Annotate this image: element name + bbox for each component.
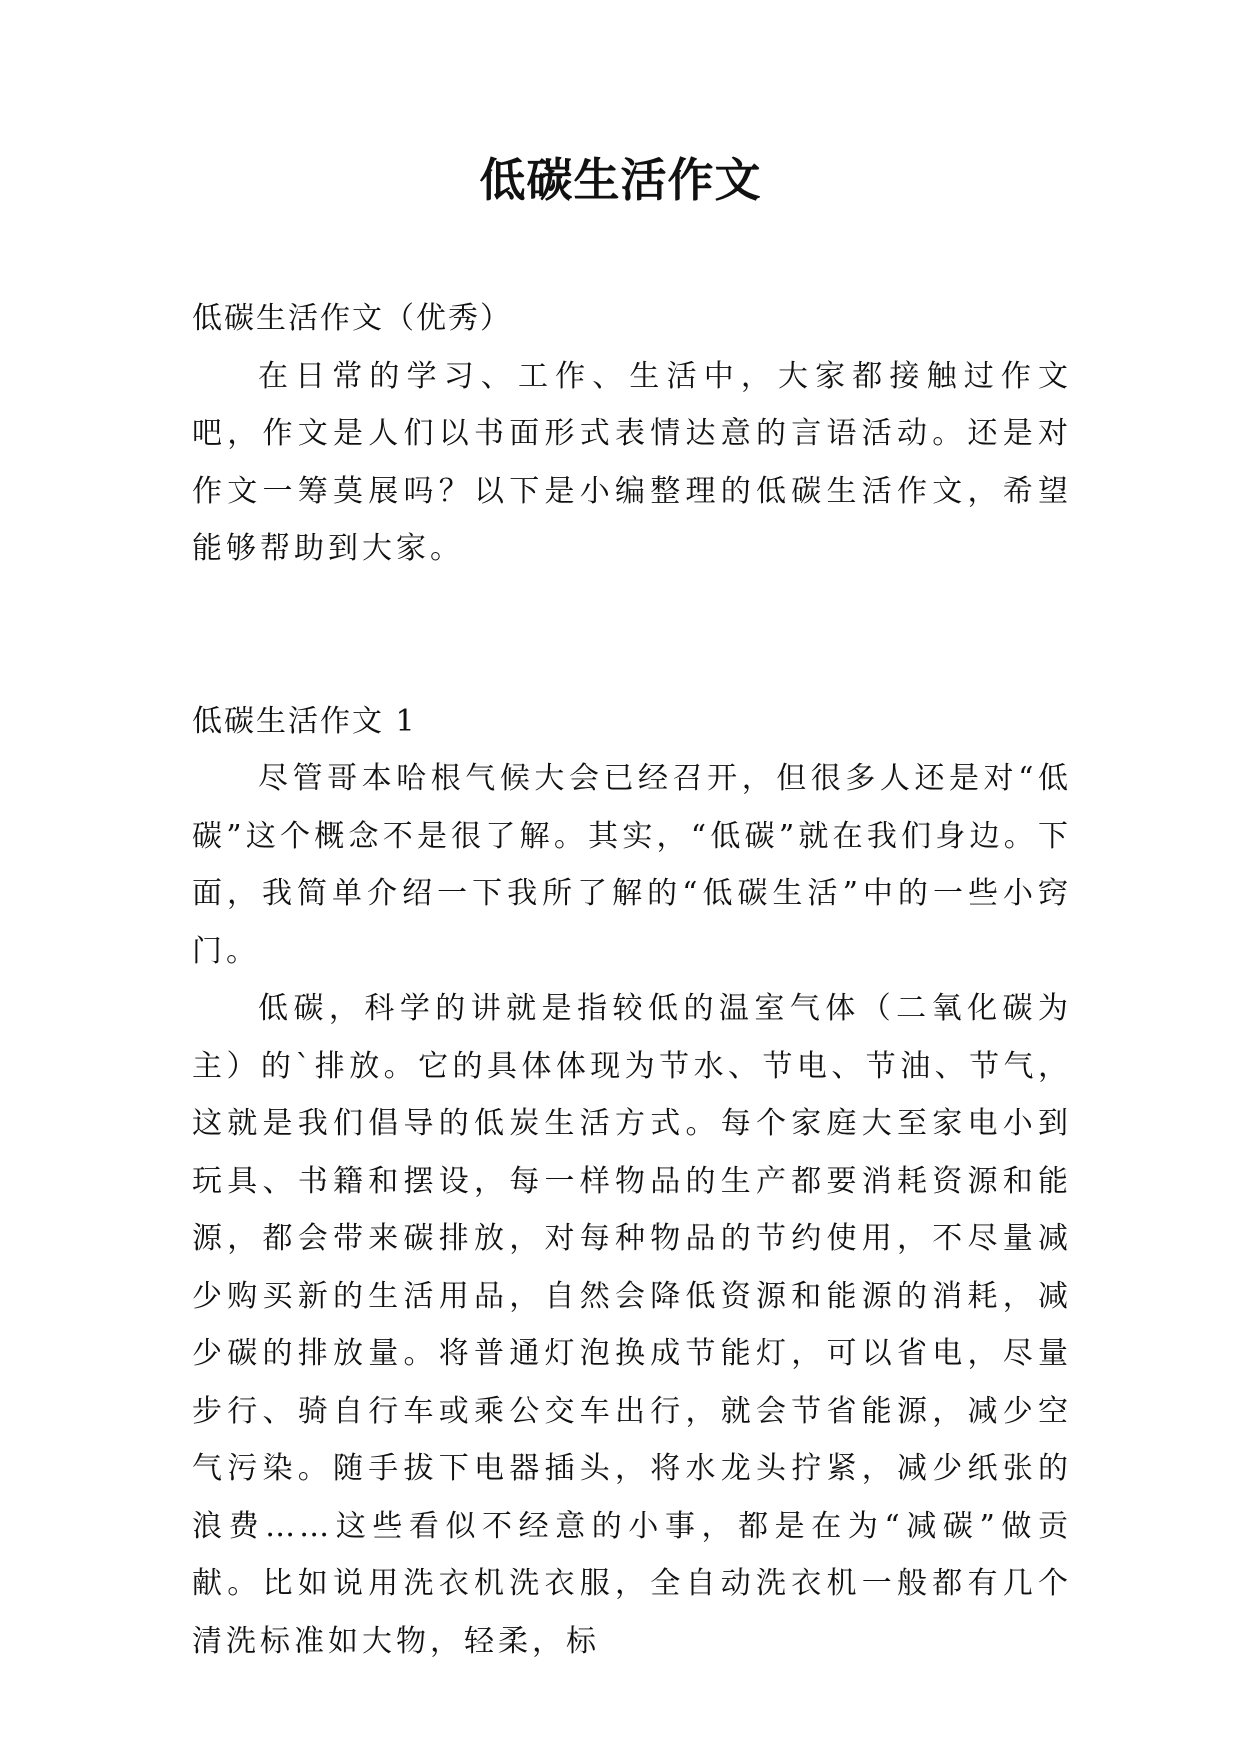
intro-paragraph: 在日常的学习、工作、生活中，大家都接触过作文吧，作文是人们以书面形式表情达意的言语活动。还是对作文一筹莫展吗？以下是小编整理的低碳生活作文，希望能够帮助到大家。 bbox=[192, 358, 1072, 566]
essay1-paragraph-1: 尽管哥本哈根气候大会已经召开，但很多人还是对“低碳”这个概念不是很了解。其实，“低碳”就在我们身边。下面，我简单介绍一下我所了解的“低碳生活”中的一些小窍门。 bbox=[192, 761, 1072, 969]
essay1-paragraph-2: 低碳，科学的讲就是指较低的温室气体（二氧化碳为主）的`排放。它的具体体现为节水、节电、节油、节气，这就是我们倡导的低炭生活方式。每个家庭大至家电小到玩具、书籍和摆设，每一样物品的生产都要消耗资源和能源，都会带来碳排放，对每种物品的节约使用，不尽量减少购买新的生活用品，自然会降低资源和能源的消耗，减少碳的排放量。将普通灯泡换成节能灯，可以省电，尽量步行、骑自行车或乘公交车出行，就会节省能源，减少空气污染。随手拔下电器插头，将水龙头拧紧，减少纸张的浪费……这些看似不经意的小事，都是在为“减碳”做贡献。比如说用洗衣机洗衣服，全自动洗衣机一般都有几个清洗标准如大物，轻柔，标 bbox=[192, 991, 1072, 1659]
document-title: 低碳生活作文 bbox=[479, 153, 762, 207]
document-body bbox=[192, 290, 1072, 1670]
intro-heading: 低碳生活作文（优秀） bbox=[192, 301, 512, 336]
essay1-heading: 低碳生活作文 1 bbox=[192, 703, 417, 739]
section-spacer bbox=[192, 578, 1072, 693]
